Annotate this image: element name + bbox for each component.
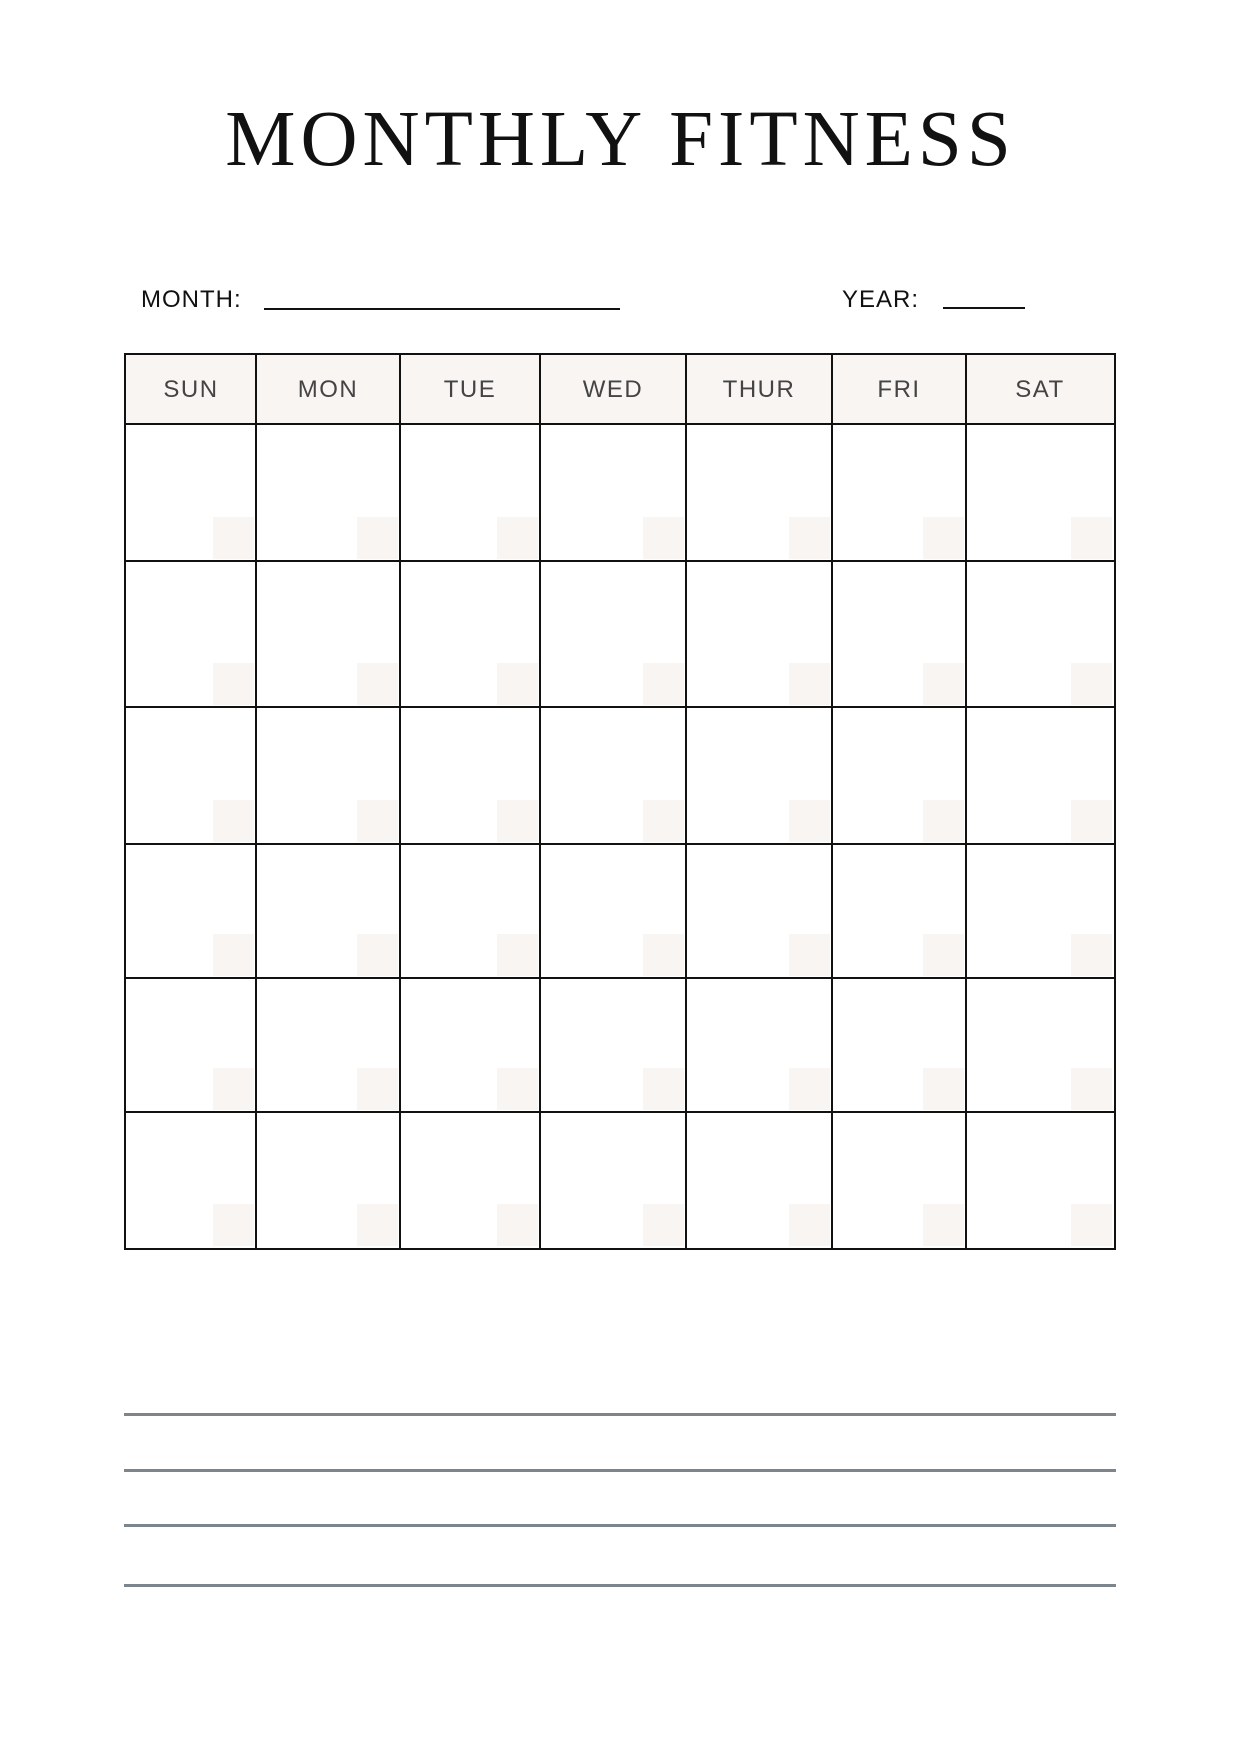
day-header-thur: THUR <box>686 355 832 424</box>
page-title: MONTHLY FITNESS <box>225 96 1016 183</box>
note-line[interactable] <box>124 1413 1116 1416</box>
day-cell[interactable] <box>832 978 966 1112</box>
grid-row-divider <box>126 1111 1114 1113</box>
grid-column-divider <box>831 355 833 1248</box>
date-number-box <box>213 1204 254 1246</box>
day-cell[interactable] <box>256 1112 400 1248</box>
day-cell[interactable] <box>400 707 540 844</box>
day-cell[interactable] <box>966 561 1114 707</box>
day-cell[interactable] <box>686 561 832 707</box>
date-number-box <box>357 1204 398 1246</box>
month-input-line[interactable] <box>264 308 620 310</box>
calendar-grid <box>124 353 1116 1250</box>
grid-row-divider <box>126 706 1114 708</box>
date-number-box <box>213 1068 254 1110</box>
day-cell[interactable] <box>966 707 1114 844</box>
date-number-box <box>497 517 538 559</box>
date-number-box <box>923 800 964 842</box>
note-line[interactable] <box>124 1584 1116 1587</box>
day-cell[interactable] <box>126 707 256 844</box>
date-number-box <box>789 517 830 559</box>
date-number-box <box>213 663 254 705</box>
day-cell[interactable] <box>686 978 832 1112</box>
year-label: YEAR: <box>842 286 920 313</box>
year-input-line[interactable] <box>943 307 1025 309</box>
day-cell[interactable] <box>832 424 966 561</box>
date-number-box <box>1071 934 1112 976</box>
date-number-box <box>213 800 254 842</box>
date-number-box <box>213 517 254 559</box>
day-cell[interactable] <box>540 978 686 1112</box>
day-cell[interactable] <box>966 1112 1114 1248</box>
grid-row-divider <box>126 843 1114 845</box>
day-cell[interactable] <box>400 561 540 707</box>
date-number-box <box>497 1204 538 1246</box>
day-cell[interactable] <box>400 1112 540 1248</box>
day-header-sat: SAT <box>966 355 1114 424</box>
day-cell[interactable] <box>400 978 540 1112</box>
date-number-box <box>497 934 538 976</box>
day-cell[interactable] <box>400 844 540 978</box>
grid-column-divider <box>965 355 967 1248</box>
date-number-box <box>923 517 964 559</box>
day-cell[interactable] <box>256 707 400 844</box>
date-number-box <box>789 663 830 705</box>
day-cell[interactable] <box>832 1112 966 1248</box>
date-number-box <box>357 663 398 705</box>
day-cell[interactable] <box>400 424 540 561</box>
date-number-box <box>357 1068 398 1110</box>
day-cell[interactable] <box>966 844 1114 978</box>
date-number-box <box>497 1068 538 1110</box>
month-label: MONTH: <box>141 286 242 313</box>
date-number-box <box>1071 800 1112 842</box>
date-number-box <box>213 934 254 976</box>
date-number-box <box>923 1204 964 1246</box>
grid-row-divider <box>126 560 1114 562</box>
date-number-box <box>357 800 398 842</box>
day-cell[interactable] <box>540 1112 686 1248</box>
note-line[interactable] <box>124 1524 1116 1527</box>
day-cell[interactable] <box>686 424 832 561</box>
grid-column-divider <box>399 355 401 1248</box>
day-cell[interactable] <box>686 707 832 844</box>
date-number-box <box>357 517 398 559</box>
date-number-box <box>1071 1068 1112 1110</box>
day-header-wed: WED <box>540 355 686 424</box>
date-number-box <box>789 1204 830 1246</box>
date-number-box <box>643 1068 684 1110</box>
day-cell[interactable] <box>540 424 686 561</box>
grid-column-divider <box>539 355 541 1248</box>
date-number-box <box>923 934 964 976</box>
day-cell[interactable] <box>832 707 966 844</box>
date-number-box <box>357 934 398 976</box>
date-number-box <box>497 663 538 705</box>
date-number-box <box>643 1204 684 1246</box>
day-cell[interactable] <box>540 844 686 978</box>
grid-row-divider <box>126 423 1114 425</box>
day-cell[interactable] <box>126 1112 256 1248</box>
date-number-box <box>643 934 684 976</box>
day-cell[interactable] <box>256 561 400 707</box>
day-cell[interactable] <box>686 1112 832 1248</box>
day-cell[interactable] <box>256 844 400 978</box>
grid-column-divider <box>255 355 257 1248</box>
day-header-sun: SUN <box>126 355 256 424</box>
date-number-box <box>789 1068 830 1110</box>
note-line[interactable] <box>124 1469 1116 1472</box>
date-number-box <box>789 800 830 842</box>
day-cell[interactable] <box>966 978 1114 1112</box>
day-cell[interactable] <box>126 844 256 978</box>
day-cell[interactable] <box>540 707 686 844</box>
date-number-box <box>643 663 684 705</box>
day-header-mon: MON <box>256 355 400 424</box>
date-number-box <box>923 663 964 705</box>
date-number-box <box>1071 517 1112 559</box>
date-number-box <box>923 1068 964 1110</box>
date-number-box <box>1071 663 1112 705</box>
day-cell[interactable] <box>832 844 966 978</box>
day-cell[interactable] <box>126 978 256 1112</box>
date-number-box <box>497 800 538 842</box>
day-cell[interactable] <box>832 561 966 707</box>
day-header-tue: TUE <box>400 355 540 424</box>
day-header-fri: FRI <box>832 355 966 424</box>
day-cell[interactable] <box>126 561 256 707</box>
date-number-box <box>789 934 830 976</box>
date-number-box <box>1071 1204 1112 1246</box>
day-cell[interactable] <box>256 978 400 1112</box>
grid-row-divider <box>126 977 1114 979</box>
day-cell[interactable] <box>540 561 686 707</box>
date-number-box <box>643 517 684 559</box>
grid-column-divider <box>685 355 687 1248</box>
day-cell[interactable] <box>686 844 832 978</box>
day-cell[interactable] <box>966 424 1114 561</box>
day-cell[interactable] <box>256 424 400 561</box>
date-number-box <box>643 800 684 842</box>
day-cell[interactable] <box>126 424 256 561</box>
